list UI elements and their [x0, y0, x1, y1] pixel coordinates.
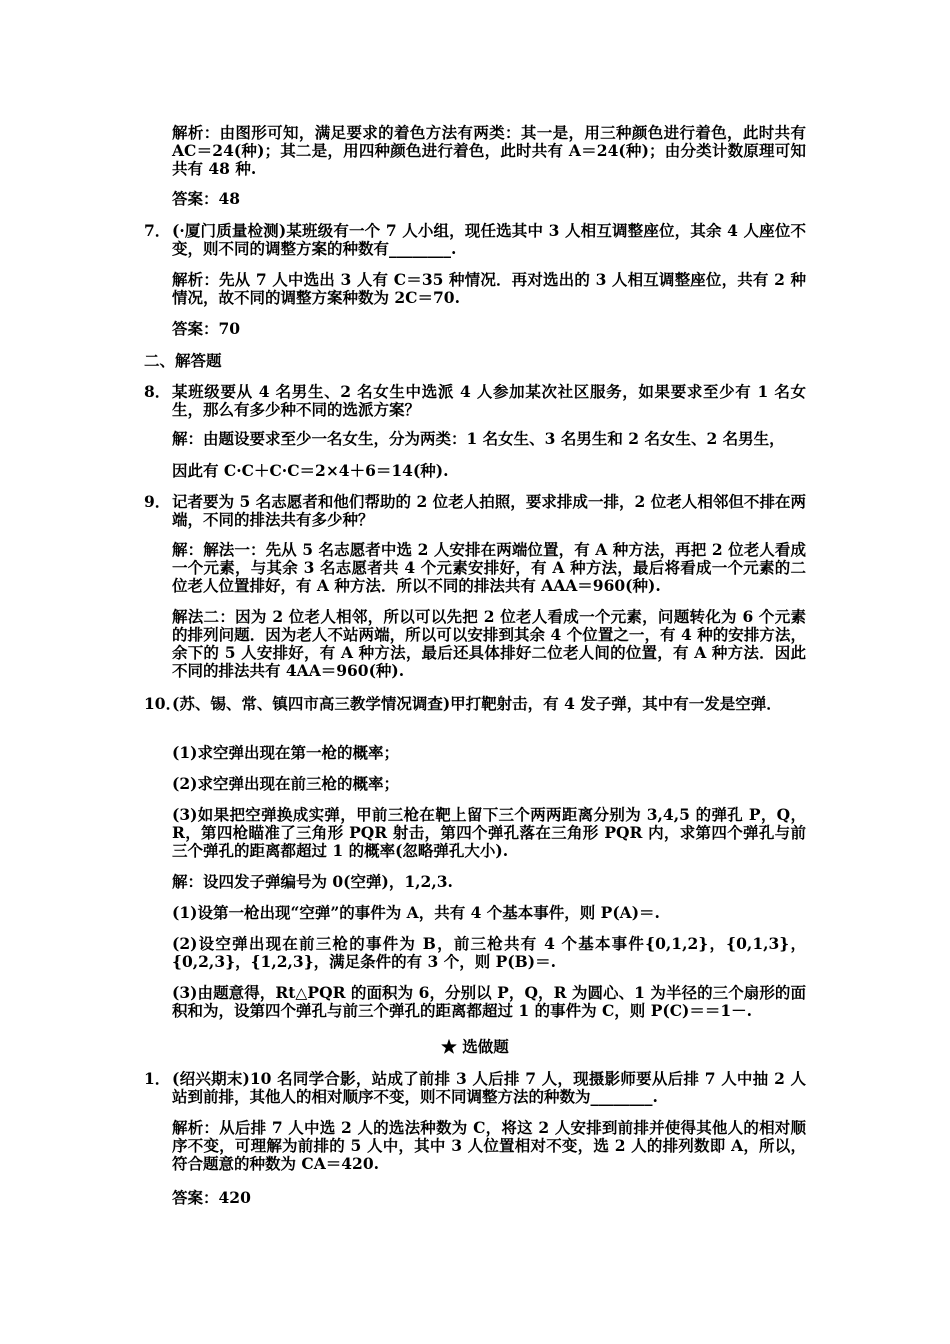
- sub-question-3: (3)如果把空弹换成实弹，甲前三枪在靶上留下三个两两距离分别为 3,4,5 的弹孔 P，Q，R，第四枪瞄准了三角形 PQR 射击，第四个弹孔落在三角形 PQR 内，求第四个弹孔与前三个弹孔的距离都超过 1 的概率(忽略弹孔大小).: [172, 805, 806, 860]
- problem-8: [144, 383, 806, 419]
- analysis-paragraph: 解析：从后排 7 人中选 2 人的选法种数为 C，将这 2 人安排到前排并使得其他人的相对顺序不变，可理解为前排的 5 人中，其中 3 人位置相对不变，选 2 人的排列数即 A，所以，符合题意的种数为 CA＝420.: [172, 1118, 806, 1173]
- sub-question-2: (2)求空弹出现在前三枪的概率；: [172, 774, 399, 793]
- problem-number: 7．: [144, 221, 171, 240]
- problem-text: 记者要为 5 名志愿者和他们帮助的 2 位老人拍照，要求排成一排，2 位老人相邻但不排在两端，不同的排法共有多少种？: [172, 492, 806, 529]
- problem-text: 某班级要从 4 名男生、2 名女生中选派 4 人参加某次社区服务，如果要求至少有 1 名女生，那么有多少种不同的选派方案？: [172, 382, 806, 419]
- answer-line: 答案：48: [172, 189, 241, 208]
- problem-10: [144, 695, 806, 713]
- optional-section-heading: ★ 选做题: [441, 1037, 509, 1056]
- problem-number: 8．: [144, 382, 171, 401]
- solution-paragraph: 解：由题设要求至少一名女生，分为两类：1 名女生、3 名男生和 2 名女生、2 名男生，: [172, 429, 785, 448]
- answer-line: 答案：420: [172, 1188, 251, 1207]
- solution-part-2: (2)设空弹出现在前三枪的事件为 B，前三枪共有 4 个基本事件{0,1,2}，{0,1,3}，{0,2,3}，{1,2,3}，满足条件的有 3 个，则 P(B)＝.: [172, 934, 806, 971]
- analysis-paragraph: 解析：由图形可知，满足要求的着色方法有两类：其一是，用三种颜色进行着色，此时共有 AC＝24(种)；其二是，用四种颜色进行着色，此时共有 A＝24(种)；由分类计数原理可知共有 48 种.: [172, 123, 806, 178]
- problem-number: 9．: [144, 492, 171, 511]
- analysis-paragraph: 解析：先从 7 人中选出 3 人有 C＝35 种情况．再对选出的 3 人相互调整座位，共有 2 种情况，故不同的调整方案种数为 2C＝70.: [172, 270, 806, 307]
- problem-number: 1．: [144, 1069, 171, 1088]
- solution-paragraph: 解：设四发子弹编号为 0(空弹)，1,2,3.: [172, 872, 453, 891]
- solution-method-2: 解法二：因为 2 位老人相邻，所以可以先把 2 位老人看成一个元素，问题转化为 6 个元素的排列问题．因为老人不站两端，所以可以安排到其余 4 个位置之一，有 4 种的安排方法，余下的 5 人安排好，有 A 种方法，最后还具体排好二位老人间的位置，有 A 种方法．因此不同的排法共有 4AA＝960(种).: [172, 607, 806, 680]
- section-heading: 二、解答题: [144, 351, 222, 370]
- solution-part-3: (3)由题意得，Rt△PQR 的面积为 6，分别以 P，Q，R 为圆心、1 为半径的三个扇形的面积和为，设第四个弹孔与前三个弹孔的距离都超过 1 的事件为 C，则 P(C)＝＝1－.: [172, 983, 806, 1020]
- answer-line: 答案：70: [172, 319, 241, 338]
- problem-text: (·厦门质量检测)某班级有一个 7 人小组，现任选其中 3 人相互调整座位，其余 4 人座位不变，则不同的调整方案的种数有________.: [172, 221, 806, 258]
- problem-text: (苏、锡、常、镇四市高三教学情况调查)甲打靶射击，有 4 发子弹，其中有一发是空弹．: [172, 694, 782, 713]
- problem-text: (绍兴期末)10 名同学合影，站成了前排 3 人后排 7 人，现摄影师要从后排 7 人中抽 2 人站到前排，其他人的相对顺序不变，则不同调整方法的种数为________.: [172, 1069, 806, 1106]
- solution-paragraph: 因此有 C·C＋C·C＝2×4＋6＝14(种).: [172, 461, 449, 480]
- solution-method-1: 解：解法一：先从 5 名志愿者中选 2 人安排在两端位置，有 A 种方法，再把 2 位老人看成一个元素，与其余 3 名志愿者共 4 个元素安排好，有 A 种方法，最后将看成一个元素的二位老人位置排好，有 A 种方法．所以不同的排法共有 AAA＝960(种).: [172, 540, 806, 595]
- problem-9: [144, 493, 806, 529]
- problem-number: 10．: [144, 694, 182, 713]
- problem-7: [144, 222, 806, 258]
- solution-part-1: (1)设第一枪出现“空弹”的事件为 A，共有 4 个基本事件，则 P(A)＝.: [172, 903, 660, 922]
- optional-problem-1: [144, 1070, 806, 1106]
- sub-question-1: (1)求空弹出现在第一枪的概率；: [172, 743, 399, 762]
